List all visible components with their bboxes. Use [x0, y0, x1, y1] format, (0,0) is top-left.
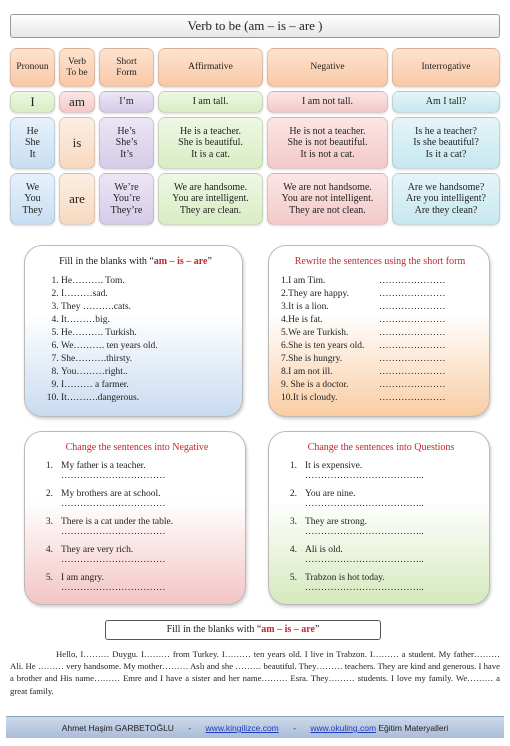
footer: Ahmet Haşim GARBETOĞLU - www.kingilizce.com - www.okuling.com Eğitim Materyalleri [6, 716, 504, 738]
header-negative: Negative [267, 48, 388, 87]
author-name: Ahmet Haşim GARBETOĞLU [61, 723, 174, 733]
header-affirmative: Affirmative [158, 48, 263, 87]
list-item: 2. My brothers are at school. …………………………… [39, 489, 235, 514]
list-item: 10. It……….dangerous. [61, 392, 232, 405]
header-pronoun: Pronoun [10, 48, 55, 87]
worksheet-title: Verb to be (am – is – are ) [10, 14, 500, 38]
list-item: 3. They ……….cats. [61, 301, 232, 314]
fill-paragraph-text: Hello, I……… Duygu. I……… from Turkey. I……… ten years old. I live in Trabzon. I……… a student. My father……… Ali. He ……… very handsome. My mother……… Aslı and she ……… beautiful. They……… teachers. They are kind and generous. I have a brother and His name……… Emre and I have a sister and her name……… Esra. They……… students. I love my family. We……… a great family. [10, 649, 500, 696]
row-he-interrogative: Is he a teacher? Is she beautiful? Is it a cat? [392, 117, 500, 169]
row-i-affirmative: I am tall. [158, 91, 263, 113]
row-i-pronoun: I [10, 91, 55, 113]
header-interrogative: Interrogative [392, 48, 500, 87]
row-we-negative: We are not handsome. You are not intelligent. They are not clean. [267, 173, 388, 225]
row-he-affirmative: He is a teacher. She is beautiful. It is a cat. [158, 117, 263, 169]
list-item: 5. I am angry. …………………………… [39, 573, 235, 598]
answer-line[interactable]: ……………………………….. [305, 499, 424, 509]
list-item: 9. She is a doctor. ………………… [281, 380, 446, 390]
row-i-verb: am [59, 91, 95, 113]
list-item: 3.It is a lion. ………………… [281, 302, 446, 312]
list-item: 4. Ali is old. ……………………………….. [283, 545, 479, 570]
list-item: 2.They are happy. ………………… [281, 289, 446, 299]
link-kingilizce[interactable]: www.kingilizce.com [205, 723, 279, 733]
list-item: 2. You are nine. ……………………………….. [283, 489, 479, 514]
row-we-verb: are [59, 173, 95, 225]
list-item: 3. There is a cat under the table. …………………………… [39, 517, 235, 542]
list-item: 8. You………right.. [61, 366, 232, 379]
answer-line[interactable]: ……………………………….. [305, 527, 424, 537]
list-item: 6. We………. ten years old. [61, 340, 232, 353]
answer-line[interactable]: …………………………… [61, 583, 166, 593]
list-item: 8.I am not ill. ………………… [281, 367, 446, 377]
negative-box [24, 431, 246, 605]
answer-line[interactable]: …………………………… [61, 499, 166, 509]
questions-title: Change the sentences into Questions [307, 442, 455, 453]
answer-line[interactable]: ……………………………….. [305, 583, 424, 593]
list-item: 4. They are very rich. …………………………… [39, 545, 235, 570]
rewrite-box [268, 245, 490, 417]
rewrite-list [281, 275, 479, 405]
list-item: 5. He………. Turkish. [61, 327, 232, 340]
list-item: 9. I……… a farmer. [61, 379, 232, 392]
list-item: 10.It is cloudy. ………………… [281, 393, 446, 403]
list-item: 1. He………. Tom. [61, 275, 232, 288]
row-we-affirmative: We are handsome. You are intelligent. They are clean. [158, 173, 263, 225]
header-short-form: Short Form [99, 48, 154, 87]
list-item: 7. She……….thirsty. [61, 353, 232, 366]
fill-blanks-list [39, 275, 232, 405]
answer-line[interactable]: …………………………… [61, 555, 166, 565]
list-item: 2. I………sad. [61, 288, 232, 301]
list-item: 1.I am Tim. ………………… [281, 276, 446, 286]
list-item: 5. Trabzon is hot today. ……………………………….. [283, 573, 479, 598]
row-he-verb: is [59, 117, 95, 169]
list-item: 6.She is ten years old. ………………… [281, 341, 446, 351]
answer-line[interactable]: ……………………………….. [305, 555, 424, 565]
list-item: 7.She is hungry. ………………… [281, 354, 446, 364]
row-we-interrogative: Are we handsome? Are you intelligent? Are they clean? [392, 173, 500, 225]
list-item: 4. It………big. [61, 314, 232, 327]
fill-blanks-title: Fill in the blanks with “am – is – are” [59, 256, 212, 267]
list-item: 1. My father is a teacher. …………………………… [39, 461, 235, 486]
negative-title: Change the sentences into Negative [65, 442, 209, 453]
footer-suffix: Eğitim Materyalleri [376, 723, 449, 733]
row-i-negative: I am not tall. [267, 91, 388, 113]
list-item: 1. It is expensive. ……………………………….. [283, 461, 479, 486]
row-we-pronoun: We You They [10, 173, 55, 225]
header-verb: Verb To be [59, 48, 95, 87]
fill-blanks-box [24, 245, 243, 417]
list-item: 5.We are Turkish. ………………… [281, 328, 446, 338]
row-we-short: We’re You’re They’re [99, 173, 154, 225]
rewrite-title: Rewrite the sentences using the short form [294, 256, 466, 267]
row-he-negative: He is not a teacher. She is not beautiful. It is not a cat. [267, 117, 388, 169]
questions-box [268, 431, 490, 605]
list-item: 4.He is fat. ………………… [281, 315, 446, 325]
answer-line[interactable]: ……………………………….. [305, 471, 424, 481]
row-i-short: I’m [99, 91, 154, 113]
list-item: 3. They are strong. ……………………………….. [283, 517, 479, 542]
answer-line[interactable]: …………………………… [61, 527, 166, 537]
row-he-short: He’s She’s It’s [99, 117, 154, 169]
row-he-pronoun: He She It [10, 117, 55, 169]
row-i-interrogative: Am I tall? [392, 91, 500, 113]
answer-line[interactable]: …………………………… [61, 471, 166, 481]
link-okuling[interactable]: www.okuling.com [310, 723, 377, 733]
paragraph-title: Fill in the blanks with “am – is – are” [105, 620, 381, 640]
